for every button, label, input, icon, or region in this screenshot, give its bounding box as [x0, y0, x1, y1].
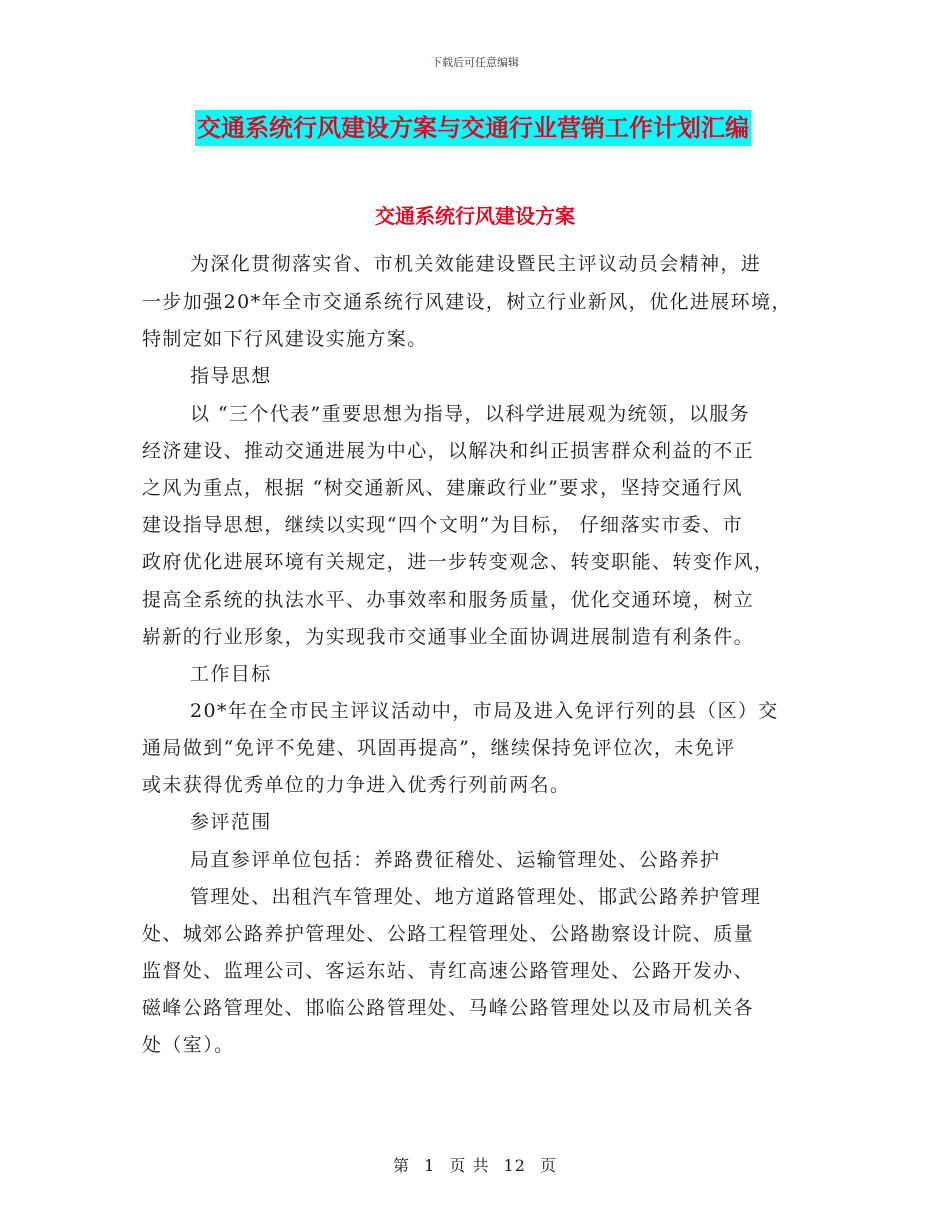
current-page-number: 1 — [424, 1156, 436, 1175]
total-page-count: 12 — [503, 1156, 526, 1175]
footer-suffix: 页 — [540, 1156, 558, 1175]
body-line: 磁峰公路管理处、邯临公路管理处、马峰公路管理处以及市局机关各 — [142, 997, 755, 1019]
body-line: 一步加强20*年全市交通系统行风建设，树立行业新风，优化进展环境， — [142, 291, 792, 313]
body-line: 局直参评单位包括：养路费征稽处、运输管理处、公路养护 — [190, 849, 721, 871]
body-line: 处、城郊公路养护管理处、公路工程管理处、公路勘察设计院、质量 — [142, 923, 755, 945]
body-line: 管理处、出租汽车管理处、地方道路管理处、邯武公路养护管理 — [190, 886, 762, 908]
body-line: 20*年在全市民主评议活动中，市局及进入免评行列的县（区）交 — [190, 700, 779, 722]
footer-prefix: 第 — [392, 1156, 410, 1175]
body-line: 特制定如下行风建设实施方案。 — [142, 328, 428, 350]
body-line: 之风为重点，根据 “树交通新风、建廉政行业”要求，坚持交通行风 — [142, 477, 743, 499]
body-line: 以 “三个代表”重要思想为指导，以科学进展观为统领，以服务 — [190, 403, 751, 425]
section-title: 交通系统行风建设方案 — [375, 204, 575, 228]
body-line: 为深化贯彻落实省、市机关效能建设暨民主评议动员会精神，进 — [190, 253, 762, 275]
body-line: 建设指导思想，继续以实现“四个文明”为目标， 仔细落实市委、市 — [142, 514, 743, 536]
body-line: 监督处、监理公司、客运东站、青红高速公路管理处、公路开发办、 — [142, 960, 755, 982]
body-line: 崭新的行业形象，为实现我市交通事业全面协调进展制造有利条件。 — [142, 626, 755, 648]
body-line: 或未获得优秀单位的力争进入优秀行列前两名。 — [142, 774, 571, 796]
body-line: 政府优化进展环境有关规定，进一步转变观念、转变职能、转变作风， — [142, 551, 775, 573]
body-line: 经济建设、推动交通进展为中心，以解决和纠正损害群众利益的不正 — [142, 440, 755, 462]
section-heading-scope: 参评范围 — [190, 811, 272, 833]
header-note: 下载后可任意编辑 — [431, 56, 519, 69]
body-line: 处（室）。 — [142, 1034, 235, 1056]
document-title: 交通系统行风建设方案与交通行业营销工作计划汇编 — [195, 110, 751, 146]
page-footer — [0, 1153, 950, 1176]
body-line: 通局做到“免评不免建、巩固再提高”，继续保持免评位次，未免评 — [142, 737, 736, 759]
section-heading-guiding: 指导思想 — [190, 365, 272, 387]
section-heading-goal: 工作目标 — [190, 663, 272, 685]
footer-middle: 页 共 — [449, 1156, 490, 1175]
body-line: 提高全系统的执法水平、办事效率和服务质量，优化交通环境，树立 — [142, 589, 755, 611]
